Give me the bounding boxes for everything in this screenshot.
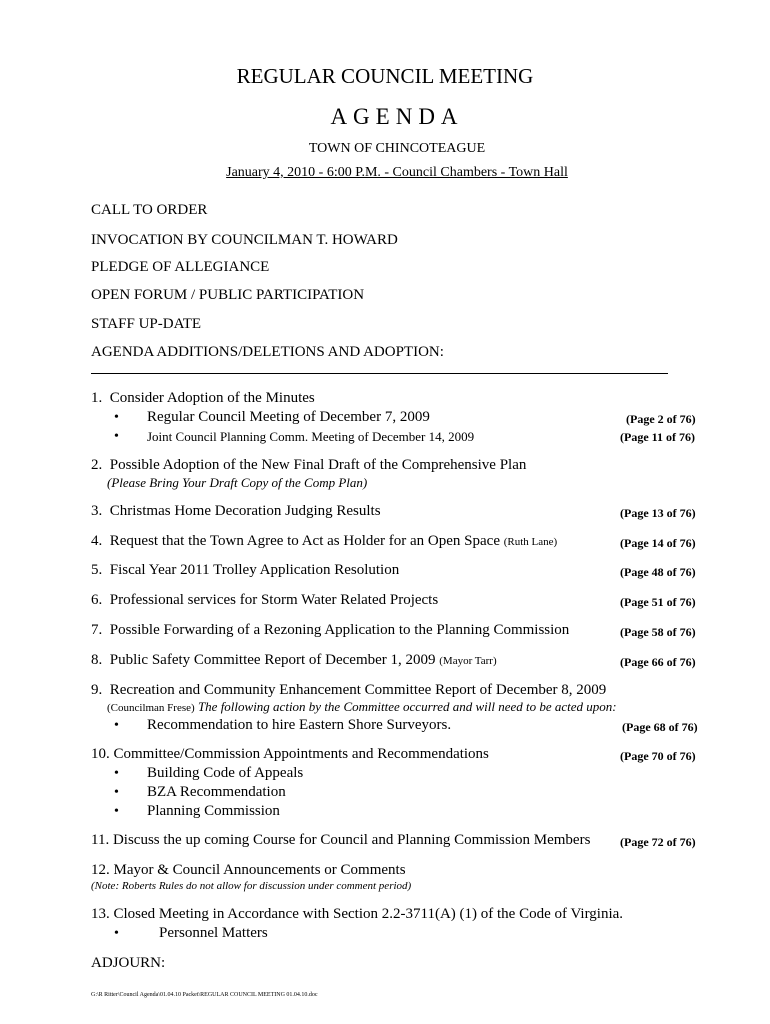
agenda-item-6 — [91, 592, 438, 609]
item-9-bullet-1: Recommendation to hire Eastern Shore Surveyors. — [147, 717, 452, 733]
item-4-presenter: (Ruth Lane) — [503, 536, 558, 548]
meeting-date-text: January 4, 2010 - 6:00 P.M. - Council Chambers - Town Hall — [226, 165, 568, 180]
item-text: Closed Meeting in Accordance with Section 2.2-3711(A) (1) of the Code of Virginia. — [113, 906, 624, 922]
item-number: 13. — [91, 906, 110, 922]
item-10-bullet-3: Planning Commission — [147, 803, 280, 819]
item-number: 5. — [91, 562, 103, 578]
agenda-item-8 — [91, 652, 497, 669]
agenda-heading: AGENDA — [330, 104, 464, 129]
pledge: PLEDGE OF ALLEGIANCE — [91, 259, 270, 275]
item-1-bullet-1: Regular Council Meeting of December 7, 2009 — [147, 409, 430, 425]
agenda-item-1 — [91, 390, 315, 407]
item-1-bullet-1-page: (Page 2 of 76) — [626, 412, 696, 426]
agenda-additions: AGENDA ADDITIONS/DELETIONS AND ADOPTION: — [91, 344, 444, 360]
item-5-page: (Page 48 of 76) — [620, 565, 696, 579]
bullet-icon: • — [114, 926, 119, 941]
item-text: Committee/Commission Appointments and Recommendations — [113, 746, 489, 762]
agenda-item-13 — [91, 906, 623, 923]
file-path-footer: G:\R Ritter\Council Agenda\01.04.10 Packet\REGULAR COUNCIL MEETING 01.04.10.doc — [91, 992, 318, 998]
agenda-item-11 — [91, 832, 590, 849]
page-title: REGULAR COUNCIL MEETING — [236, 64, 534, 88]
item-number: 11. — [91, 832, 110, 848]
item-10-bullet-2: BZA Recommendation — [147, 784, 286, 800]
item-number: 3. — [91, 503, 103, 519]
item-9-note: The following action by the Committee occurred and will need to be acted upon: — [197, 699, 617, 714]
town-name: TOWN OF CHINCOTEAGUE — [308, 141, 486, 156]
agenda-item-2 — [91, 457, 526, 474]
item-number: 8. — [91, 652, 103, 668]
item-number: 12. — [91, 862, 110, 878]
item-text: Fiscal Year 2011 Trolley Application Resolution — [109, 562, 400, 578]
item-number: 7. — [91, 622, 103, 638]
item-9-presenter: (Councilman Frese) — [107, 702, 195, 714]
item-9-bullet-1-page: (Page 68 of 76) — [622, 720, 698, 734]
item-text: Recreation and Community Enhancement Committee Report of December 8, 2009 — [109, 682, 607, 698]
agenda-item-3 — [91, 503, 381, 520]
item-text: Christmas Home Decoration Judging Results — [109, 503, 381, 519]
item-13-bullet-1: Personnel Matters — [159, 925, 268, 941]
item-text: Professional services for Storm Water Related Projects — [109, 592, 439, 608]
item-number: 6. — [91, 592, 103, 608]
meeting-date-line — [0, 165, 770, 181]
item-3-page: (Page 13 of 76) — [620, 506, 696, 520]
item-6-page: (Page 51 of 76) — [620, 595, 696, 609]
agenda-item-4 — [91, 533, 557, 550]
bullet-icon: • — [114, 766, 119, 781]
bullet-icon: • — [114, 718, 119, 733]
item-text: Mayor & Council Announcements or Comments — [113, 862, 406, 878]
item-number: 10. — [91, 746, 110, 762]
agenda-item-12 — [91, 862, 406, 879]
open-forum: OPEN FORUM / PUBLIC PARTICIPATION — [91, 287, 365, 303]
bullet-icon: • — [114, 804, 119, 819]
item-10-page: (Page 70 of 76) — [620, 749, 696, 763]
item-text: Possible Adoption of the New Final Draft of the Comprehensive Plan — [109, 457, 527, 473]
adjourn: ADJOURN: — [91, 955, 166, 971]
item-text: Discuss the up coming Course for Council and Planning Commission Members — [112, 832, 591, 848]
bullet-icon: • — [114, 785, 119, 800]
staff-update: STAFF UP-DATE — [91, 316, 202, 332]
item-text: Consider Adoption of the Minutes — [109, 390, 315, 406]
item-4-page: (Page 14 of 76) — [620, 536, 696, 550]
call-to-order: CALL TO ORDER — [91, 202, 208, 218]
item-text: Public Safety Committee Report of December 1, 2009 — [109, 652, 436, 668]
item-number: 9. — [91, 682, 103, 698]
item-12-note: (Note: Roberts Rules do not allow for discussion under comment period) — [91, 880, 412, 892]
bullet-icon: • — [114, 410, 119, 425]
item-number: 1. — [91, 390, 103, 406]
item-11-page: (Page 72 of 76) — [620, 835, 696, 849]
item-1-bullet-2: Joint Council Planning Comm. Meeting of December 14, 2009 — [147, 429, 475, 444]
item-8-page: (Page 66 of 76) — [620, 655, 696, 669]
divider-line — [91, 373, 668, 374]
bullet-icon: • — [114, 429, 119, 444]
item-text: Possible Forwarding of a Rezoning Application to the Planning Commission — [109, 622, 570, 638]
agenda-item-7 — [91, 622, 569, 639]
invocation: INVOCATION BY COUNCILMAN T. HOWARD — [91, 232, 398, 248]
item-9-note-line — [107, 699, 617, 715]
item-10-bullet-1: Building Code of Appeals — [147, 765, 304, 781]
item-2-note: (Please Bring Your Draft Copy of the Comp Plan) — [107, 475, 368, 490]
agenda-item-5 — [91, 562, 399, 579]
item-7-page: (Page 58 of 76) — [620, 625, 696, 639]
agenda-item-9 — [91, 682, 606, 699]
agenda-item-10 — [91, 746, 489, 763]
item-number: 2. — [91, 457, 103, 473]
item-text: Request that the Town Agree to Act as Holder for an Open Space — [109, 533, 500, 549]
item-8-presenter: (Mayor Tarr) — [439, 655, 497, 667]
item-number: 4. — [91, 533, 103, 549]
item-1-bullet-2-page: (Page 11 of 76) — [620, 430, 695, 444]
